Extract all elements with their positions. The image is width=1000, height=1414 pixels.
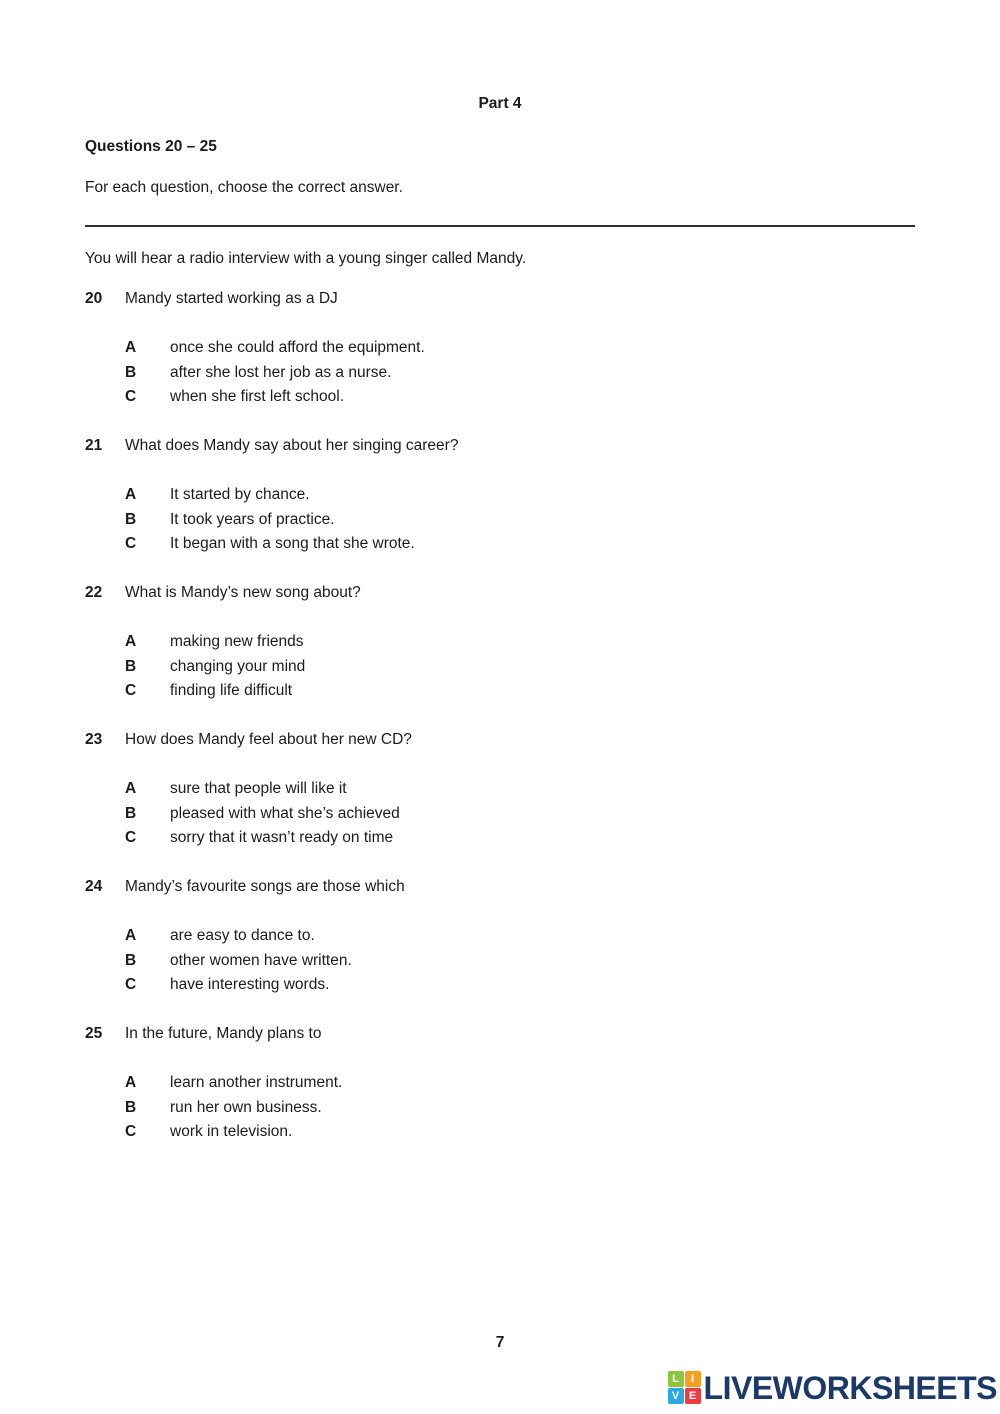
question-number: 24 <box>85 878 103 895</box>
option-row[interactable] <box>125 361 915 386</box>
question-number: 22 <box>85 584 103 601</box>
option-row[interactable] <box>125 1071 915 1096</box>
option-letter: A <box>125 1074 137 1091</box>
option-text: once she could afford the equipment. <box>170 339 425 356</box>
options-list <box>125 1071 915 1145</box>
part-title: Part 4 <box>478 95 522 112</box>
question-row <box>85 287 915 312</box>
option-row[interactable] <box>125 1120 915 1145</box>
question-number: 20 <box>85 290 103 307</box>
option-row[interactable] <box>125 1096 915 1121</box>
option-text: run her own business. <box>170 1098 322 1116</box>
option-row[interactable] <box>125 508 915 533</box>
logo-tile-i: I <box>685 1371 701 1387</box>
option-letter: B <box>125 363 137 381</box>
option-letter: B <box>125 657 137 675</box>
option-text: changing your mind <box>170 657 306 675</box>
intro-text: You will hear a radio interview with a young singer called Mandy. <box>85 249 527 267</box>
question-block <box>85 875 915 998</box>
question-block <box>85 581 915 704</box>
option-letter: A <box>125 486 137 503</box>
question-number: 25 <box>85 1025 103 1042</box>
liveworksheets-logo-icon <box>668 1371 701 1404</box>
option-letter: C <box>125 682 137 699</box>
options-list <box>125 336 915 410</box>
option-letter: B <box>125 804 137 822</box>
option-letter: B <box>125 951 137 969</box>
question-number: 23 <box>85 731 103 748</box>
option-row[interactable] <box>125 483 915 508</box>
question-row <box>85 434 915 459</box>
question-text: What is Mandy’s new song about? <box>125 584 361 601</box>
option-text: are easy to dance to. <box>170 927 315 944</box>
option-text: sure that people will like it <box>170 780 347 797</box>
option-text: when she first left school. <box>170 388 345 405</box>
options-list <box>125 777 915 851</box>
option-text: It took years of practice. <box>170 510 335 528</box>
option-row[interactable] <box>125 679 915 704</box>
option-text: making new friends <box>170 633 304 650</box>
logo-tile-v: V <box>668 1388 684 1404</box>
options-list <box>125 924 915 998</box>
question-row <box>85 581 915 606</box>
questions-range-heading: Questions 20 – 25 <box>85 137 217 155</box>
option-row[interactable] <box>125 655 915 680</box>
liveworksheets-logo-text: LIVEWORKSHEETS <box>703 1369 997 1406</box>
option-letter: C <box>125 829 137 846</box>
option-letter: C <box>125 1123 137 1140</box>
option-letter: B <box>125 510 137 528</box>
option-row[interactable] <box>125 777 915 802</box>
logo-tile-l: L <box>668 1371 684 1387</box>
option-row[interactable] <box>125 826 915 851</box>
option-text: sorry that it wasn’t ready on time <box>170 829 394 846</box>
question-row <box>85 1022 915 1047</box>
options-list <box>125 630 915 704</box>
page-number: 7 <box>495 1334 505 1351</box>
option-row[interactable] <box>125 973 915 998</box>
question-row <box>85 728 915 753</box>
option-row[interactable] <box>125 336 915 361</box>
option-letter: C <box>125 535 137 552</box>
option-text: work in television. <box>170 1123 293 1140</box>
question-text: Mandy started working as a DJ <box>125 290 338 307</box>
option-row[interactable] <box>125 949 915 974</box>
question-text: Mandy’s favourite songs are those which <box>125 878 405 895</box>
questions-list <box>85 287 915 1145</box>
logo-tile-e: E <box>685 1388 701 1404</box>
liveworksheets-logo <box>668 1371 997 1404</box>
question-text: What does Mandy say about her singing career? <box>125 437 459 454</box>
option-text: other women have written. <box>170 951 352 969</box>
option-row[interactable] <box>125 532 915 557</box>
option-letter: C <box>125 388 137 405</box>
question-number: 21 <box>85 437 103 454</box>
question-row <box>85 875 915 900</box>
option-letter: A <box>125 927 137 944</box>
option-row[interactable] <box>125 802 915 827</box>
option-text: learn another instrument. <box>170 1074 343 1091</box>
option-row[interactable] <box>125 630 915 655</box>
divider-line <box>85 225 915 227</box>
option-text: after she lost her job as a nurse. <box>170 363 392 381</box>
option-row[interactable] <box>125 385 915 410</box>
option-letter: A <box>125 780 137 797</box>
question-block <box>85 1022 915 1145</box>
question-text: How does Mandy feel about her new CD? <box>125 731 412 748</box>
question-block <box>85 728 915 851</box>
option-text: It began with a song that she wrote. <box>170 535 415 552</box>
option-text: have interesting words. <box>170 976 330 993</box>
question-block <box>85 434 915 557</box>
option-text: It started by chance. <box>170 486 310 503</box>
options-list <box>125 483 915 557</box>
option-letter: A <box>125 339 137 356</box>
option-row[interactable] <box>125 924 915 949</box>
option-text: pleased with what she’s achieved <box>170 804 400 822</box>
question-block <box>85 287 915 410</box>
option-letter: C <box>125 976 137 993</box>
question-text: In the future, Mandy plans to <box>125 1025 322 1042</box>
option-text: finding life difficult <box>170 682 293 699</box>
option-letter: A <box>125 633 137 650</box>
option-letter: B <box>125 1098 137 1116</box>
instruction-text: For each question, choose the correct answer. <box>85 179 403 196</box>
